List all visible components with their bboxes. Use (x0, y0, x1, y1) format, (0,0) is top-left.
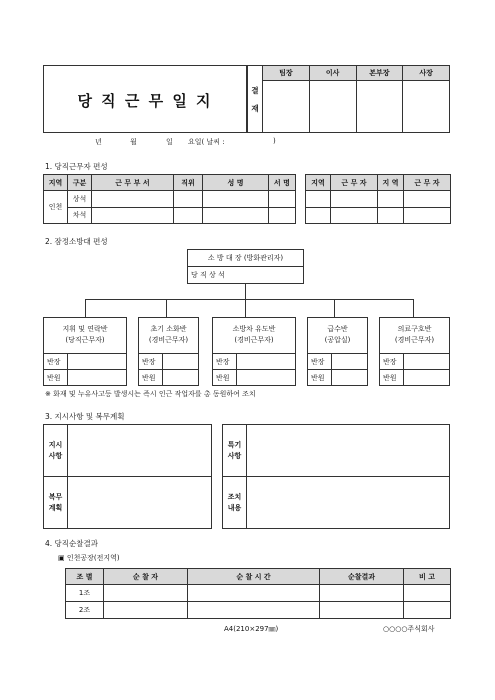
team-box-fire-truck (212, 317, 296, 385)
row-label-leader: 반장 (213, 354, 237, 370)
team-name: 의료구호반 (397, 325, 432, 333)
row-label-leader: 반장 (139, 354, 163, 370)
col-patrol-time: 순 찰 시 간 (188, 569, 320, 585)
team-box-initial-fire (138, 317, 199, 385)
special-notes-input[interactable] (247, 425, 450, 477)
section4-title: 4. 당직순찰결과 (45, 539, 99, 548)
input-cell[interactable] (237, 354, 296, 370)
instructions-table (43, 424, 212, 529)
area-worker-table (305, 174, 451, 224)
fire-chief-box (187, 249, 304, 284)
duty-staff-table (43, 174, 296, 224)
patrol-table (65, 568, 451, 619)
row-label-member: 반원 (213, 370, 237, 386)
row-label-member: 반원 (139, 370, 163, 386)
section3-title: 3. 지시사항 및 복무계획 (45, 412, 125, 421)
row-label-member: 반원 (308, 370, 332, 386)
input-cell[interactable] (92, 191, 174, 207)
col-division: 구분 (68, 175, 92, 191)
input-cell[interactable] (68, 354, 127, 370)
section1-title: 1. 당직근무자 편성 (45, 162, 108, 171)
input-cell[interactable] (104, 585, 188, 602)
input-cell[interactable] (404, 370, 450, 386)
team-name: 초기 소화반 (150, 325, 187, 333)
input-cell[interactable] (404, 207, 451, 223)
input-cell[interactable] (203, 191, 268, 207)
duty-senior-label: 당 직 상 석 (188, 267, 304, 284)
team-box-water-supply (307, 317, 368, 385)
input-cell[interactable] (320, 585, 404, 602)
approval-header-director: 이사 (309, 66, 356, 81)
date-year-label: 년 (95, 138, 102, 146)
date-close-paren: ) (273, 137, 276, 145)
approval-table (247, 65, 450, 133)
org-connector (245, 283, 246, 299)
emergency-note: ※ 화재 및 누유사고등 발생시는 즉시 인근 작업자를 총 동원하여 조치 (45, 390, 256, 398)
input-cell[interactable] (68, 370, 127, 386)
input-cell[interactable] (378, 207, 404, 223)
row-label-member: 반원 (44, 370, 68, 386)
approval-sign-cell[interactable] (263, 81, 310, 133)
input-cell[interactable] (332, 354, 368, 370)
input-cell[interactable] (92, 207, 174, 223)
col-patroller: 순 찰 자 (104, 569, 188, 585)
input-cell[interactable] (320, 602, 404, 619)
team-name: 급수반 (327, 325, 348, 333)
col-name: 성 명 (203, 175, 268, 191)
input-cell[interactable] (104, 602, 188, 619)
org-connector (245, 299, 246, 317)
input-cell[interactable] (237, 370, 296, 386)
row-label-junior: 차석 (68, 207, 92, 223)
col-area: 지역 (306, 175, 331, 191)
row-label-team-1: 1조 (66, 585, 104, 602)
col-signature: 서 명 (268, 175, 295, 191)
company-label: ○○○○주식회사 (383, 625, 435, 633)
col-region: 지역 (44, 175, 68, 191)
approval-side-label: 결 재 (248, 66, 263, 133)
special-notes-label: 특기 사항 (223, 425, 247, 477)
input-cell[interactable] (163, 370, 199, 386)
col-worker-2: 근 무 자 (404, 175, 451, 191)
plant-subtitle: ▣ 인천공장(전지역) (58, 554, 120, 562)
fire-chief-label: 소 방 대 장 (방화관리자) (188, 250, 304, 267)
section2-title: 2. 잠정소방대 편성 (45, 237, 108, 246)
col-worker: 근 무 자 (331, 175, 378, 191)
input-cell[interactable] (173, 207, 202, 223)
col-area-2: 지 역 (378, 175, 404, 191)
org-connector (334, 299, 335, 317)
row-label-team-2: 2조 (66, 602, 104, 619)
team-sub: (경비근무자) (394, 336, 435, 344)
approval-sign-cell[interactable] (309, 81, 356, 133)
team-name: 소방차 유도반 (232, 325, 276, 333)
date-day-label: 일 (166, 138, 173, 146)
input-cell[interactable] (173, 191, 202, 207)
team-box-medical (379, 317, 450, 385)
row-label-leader: 반장 (44, 354, 68, 370)
team-box-command (43, 317, 127, 385)
team-name: 지휘 및 연락반 (62, 325, 108, 333)
service-plan-input[interactable] (68, 477, 212, 529)
row-label-leader: 반장 (380, 354, 404, 370)
org-connector (85, 299, 86, 317)
team-sub: (공압실) (324, 336, 351, 344)
approval-sign-cell[interactable] (403, 81, 450, 133)
input-cell[interactable] (163, 354, 199, 370)
org-connector (413, 299, 414, 317)
input-cell[interactable] (188, 585, 320, 602)
approval-sign-cell[interactable] (356, 81, 403, 133)
date-weekday-weather-label: 요일( 날씨 : (188, 138, 225, 146)
paper-size-label: A4(210×297㎜) (224, 625, 279, 633)
approval-header-division-head: 본부장 (356, 66, 403, 81)
action-taken-input[interactable] (247, 477, 450, 529)
region-cell: 인천 (44, 191, 68, 224)
col-patrol-result: 순찰결과 (320, 569, 404, 585)
team-sub: (경비근무자) (234, 336, 274, 344)
document-title: 당 직 근 무 일 지 (77, 92, 213, 110)
team-sub: (경비근무자) (148, 336, 189, 344)
row-label-member: 반원 (380, 370, 404, 386)
team-sub: (당직근무자) (65, 336, 105, 344)
approval-header-president: 사장 (403, 66, 450, 81)
action-taken-label: 조치 내용 (223, 477, 247, 529)
row-label-senior: 상석 (68, 191, 92, 207)
title-box (43, 65, 247, 133)
input-cell[interactable] (404, 585, 451, 602)
input-cell[interactable] (404, 191, 451, 207)
approval-header-team-lead: 팀장 (263, 66, 310, 81)
col-remarks: 비 고 (404, 569, 451, 585)
service-plan-label: 복무 계획 (44, 477, 68, 529)
input-cell[interactable] (268, 191, 295, 207)
input-cell[interactable] (332, 370, 368, 386)
col-position: 직위 (173, 175, 202, 191)
input-cell[interactable] (188, 602, 320, 619)
date-month-label: 월 (130, 138, 137, 146)
input-cell[interactable] (268, 207, 295, 223)
col-department: 근 무 부 서 (92, 175, 174, 191)
input-cell[interactable] (203, 207, 268, 223)
remarks-table (222, 424, 450, 529)
org-connector (85, 299, 413, 300)
row-label-leader: 반장 (308, 354, 332, 370)
date-line (0, 137, 495, 147)
input-cell[interactable] (404, 602, 451, 619)
org-connector (166, 299, 167, 317)
input-cell[interactable] (404, 354, 450, 370)
instructions-input[interactable] (68, 425, 212, 477)
input-cell[interactable] (331, 207, 378, 223)
input-cell[interactable] (306, 191, 331, 207)
col-team: 조 별 (66, 569, 104, 585)
input-cell[interactable] (306, 207, 331, 223)
input-cell[interactable] (331, 191, 378, 207)
input-cell[interactable] (378, 191, 404, 207)
instructions-label: 지시 사항 (44, 425, 68, 477)
